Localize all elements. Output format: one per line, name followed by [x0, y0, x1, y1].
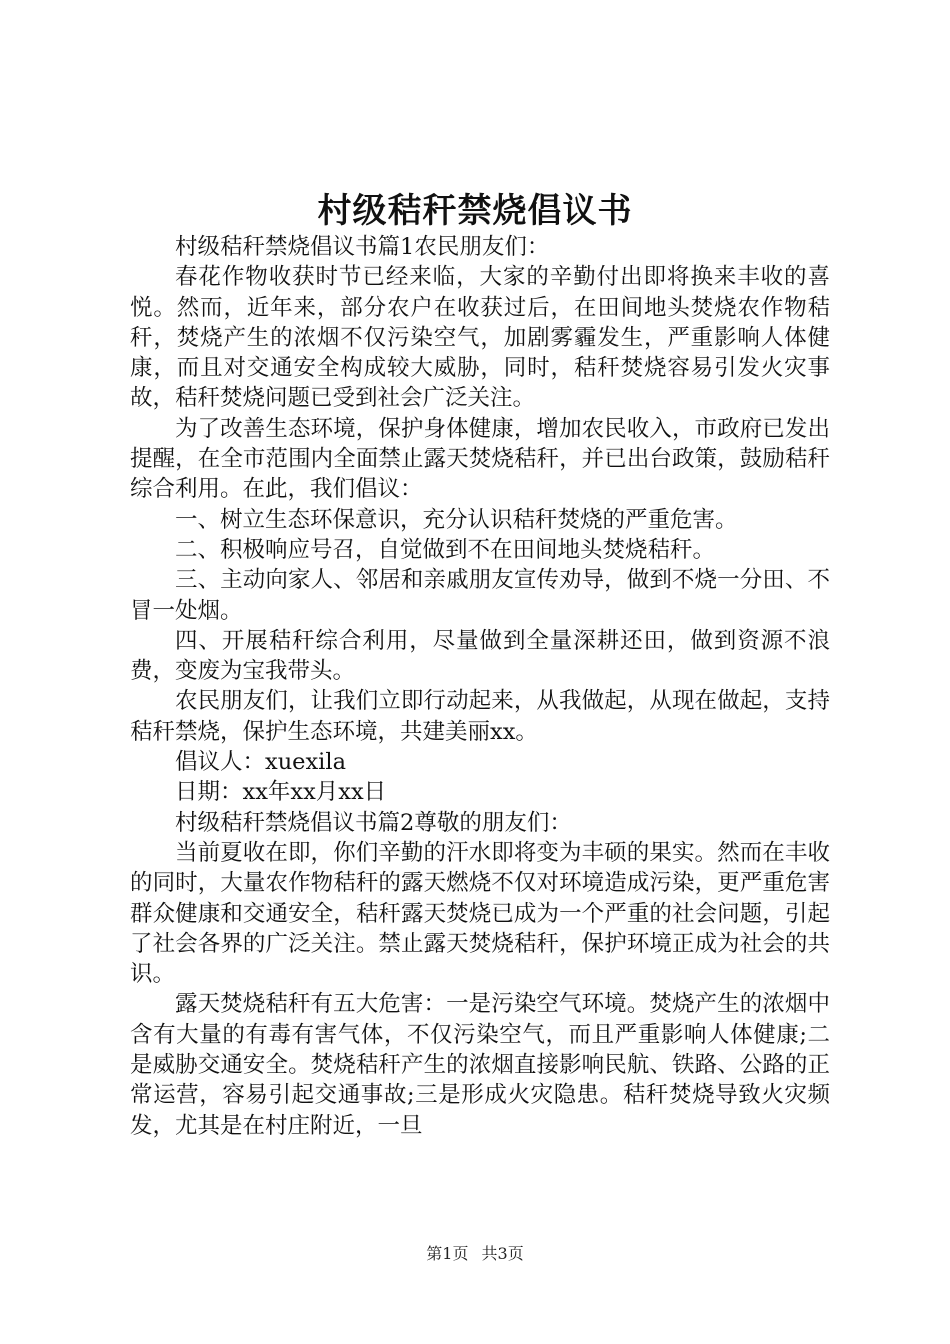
paragraph: 为了改善生态环境，保护身体健康，增加农民收入，市政府已发出提醒，在全市范围内全面禁止露天焚烧秸秆，并已出台政策，鼓励秸秆综合利用。在此，我们倡议：: [130, 415, 830, 503]
paragraph: 村级秸秆禁烧倡议书篇1农民朋友们：: [175, 234, 550, 260]
paragraph: 露天焚烧秸秆有五大危害：一是污染空气环境。焚烧产生的浓烟中含有大量的有毒有害气体，不仅污染空气，而且严重影响人体健康;二是威胁交通安全。焚烧秸秆产生的浓烟直接影响民航、铁路、公路的正常运营，容易引起交通事故;三是形成火灾隐患。秸秆焚烧导致火灾频发，尤其是在村庄附近，一旦: [130, 991, 830, 1139]
page-total: 共3页: [481, 1244, 524, 1263]
page-footer: [0, 1244, 950, 1264]
page-number: 第1页: [426, 1244, 469, 1263]
paragraph: 当前夏收在即，你们辛勤的汗水即将变为丰硕的果实。然而在丰收的同时，大量农作物秸秆的露天燃烧不仅对环境造成污染，更严重危害群众健康和交通安全，秸秆露天焚烧已成为一个严重的社会问题，引起了社会各界的广泛关注。禁止露天焚烧秸秆，保护环境正成为社会的共识。: [130, 839, 830, 988]
paragraph: 春花作物收获时节已经来临，大家的辛勤付出即将换来丰收的喜悦。然而，近年来，部分农户在收获过后，在田间地头焚烧农作物秸秆，焚烧产生的浓烟不仅污染空气，加剧雾霾发生，严重影响人体健康，而且对交通安全构成较大威胁，同时，秸秆焚烧容易引发火灾事故，秸秆焚烧问题已受到社会广泛关注。: [130, 264, 830, 412]
paragraph: 二、积极响应号召，自觉做到不在田间地头焚烧秸秆。: [175, 536, 716, 563]
paragraph: 农民朋友们，让我们立即行动起来，从我做起，从现在做起，支持秸秆禁烧，保护生态环境，共建美丽xx。: [130, 688, 830, 745]
paragraph: 村级秸秆禁烧倡议书篇2尊敬的朋友们：: [175, 809, 572, 836]
document-title: 村级秸秆禁烧倡议书: [317, 191, 633, 231]
paragraph: 倡议人：xuexila: [175, 749, 346, 776]
paragraph: 四、开展秸秆综合利用，尽量做到全量深耕还田，做到资源不浪费，变废为宝我带头。: [130, 627, 830, 685]
paragraph: 一、树立生态环保意识，充分认识秸秆焚烧的严重危害。: [175, 506, 738, 533]
paragraph: 三、主动向家人、邻居和亲戚朋友宣传劝导，做到不烧一分田、不冒一处烟。: [130, 567, 830, 624]
document-body: [130, 232, 830, 1141]
paragraph: 日期：xx年xx月xx日: [175, 779, 387, 806]
